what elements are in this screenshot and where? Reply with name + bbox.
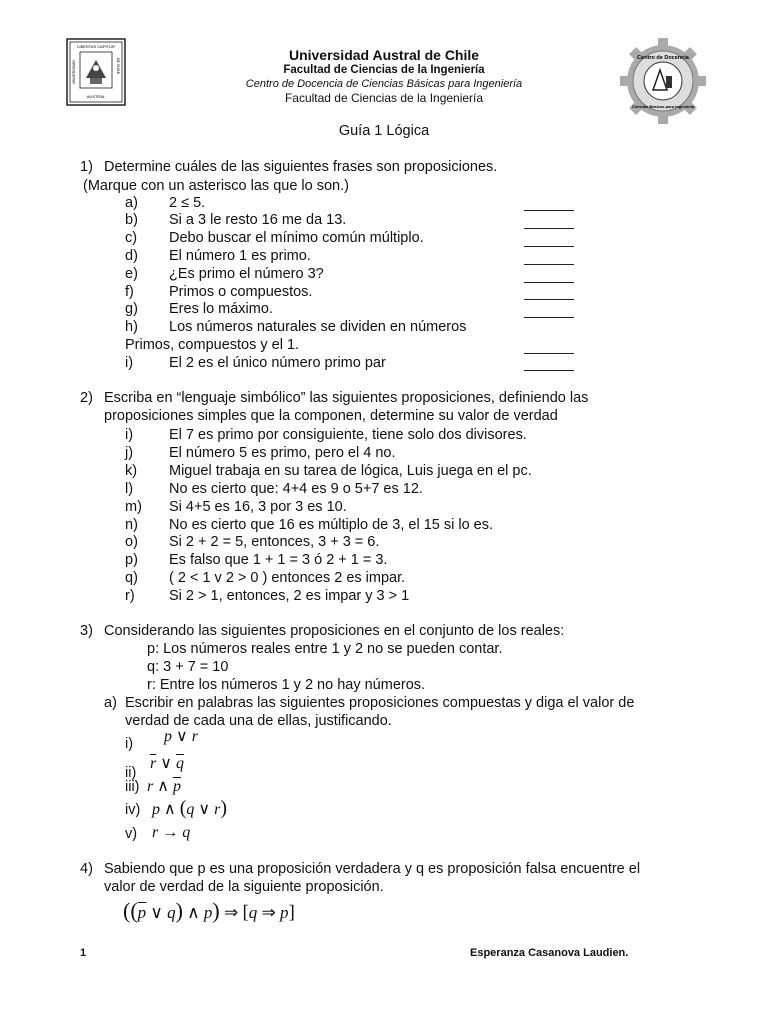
- q1-item-text: Si a 3 le resto 16 me da 13.: [169, 212, 347, 228]
- q1-item-label: g): [125, 301, 138, 317]
- paren-close: ): [212, 898, 220, 923]
- seal-right-text: DE CHILE: [116, 58, 120, 75]
- faculty-name-2: Facultad de Ciencias de la Ingeniería: [284, 91, 484, 105]
- paren-close: ): [220, 797, 228, 819]
- q2-item-text: Si 2 + 2 = 5, entonces, 3 + 3 = 6.: [169, 534, 380, 550]
- page-number: 1: [80, 947, 87, 959]
- bracket-close: ]: [288, 902, 295, 923]
- var-p-negated: $\overline{p}$: [137, 903, 147, 922]
- q2-item-label: i): [125, 427, 134, 443]
- seal-left-text: UNIVERSIDAD: [72, 60, 76, 84]
- op-and: ∧: [182, 903, 204, 922]
- q3-sub-ii-formula: [150, 753, 184, 773]
- q1-item-text: Debo buscar el mínimo común múltiplo.: [169, 230, 424, 246]
- answer-blank: [524, 246, 574, 247]
- var-q: q: [182, 824, 191, 841]
- seal-top-text: LIBERTAS CAPITUR: [77, 44, 115, 49]
- q2-item-label: n): [125, 517, 138, 533]
- q1-item-text: ¿Es primo el número 3?: [169, 266, 324, 282]
- q3-prop-r: r: Entre los números 1 y 2 no hay números.: [147, 677, 426, 693]
- var-p: p: [280, 903, 289, 922]
- q3a-label: a): [104, 695, 117, 711]
- var-r-negated: $\overline{r}$: [150, 755, 157, 772]
- q1-item-label: d): [125, 248, 138, 264]
- paren-open: (: [179, 797, 187, 819]
- var-p: p: [203, 903, 213, 922]
- answer-blank: [524, 282, 574, 283]
- q1-note: (Marque con un asterisco las que lo son.): [83, 178, 349, 194]
- seal-bottom-text: AUSTRAL: [86, 94, 106, 99]
- q2-item-label: k): [125, 463, 138, 479]
- paren-close: ): [175, 898, 183, 923]
- q2-line1: Escriba en “lenguaje simbólico” las siguientes proposiciones, definiendo las: [104, 390, 589, 406]
- answer-blank: [524, 228, 574, 229]
- q3-prop-q: q: 3 + 7 = 10: [147, 659, 229, 675]
- q2-item-text: ( 2 < 1 v 2 > 0 ) entonces 2 es impar.: [169, 570, 406, 586]
- q1-item-label: b): [125, 212, 138, 228]
- q1-item-label: c): [125, 230, 138, 246]
- var-q: q: [248, 903, 258, 922]
- op-implies: ⇒: [219, 903, 243, 922]
- university-name: Universidad Austral de Chile: [288, 47, 480, 63]
- answer-blank: [524, 370, 574, 371]
- q1-item-text: El 2 es el único número primo par: [169, 355, 386, 371]
- q2-item-label: o): [125, 534, 138, 550]
- q1-item-text: Primos o compuestos.: [169, 284, 313, 300]
- q2-item-label: p): [125, 552, 138, 568]
- q3-sub-iv-formula: [152, 797, 227, 820]
- q2-item-label: r): [125, 588, 135, 604]
- q3-sub-ii-label: ii): [125, 765, 137, 781]
- q2-item-label: m): [125, 499, 142, 515]
- q3-sub-i-formula: [164, 726, 198, 746]
- q3a-line1: Escribir en palabras las siguientes proposiciones compuestas y diga el valor de: [125, 695, 635, 711]
- answer-blank: [524, 210, 574, 211]
- bracket-open: [: [242, 902, 249, 923]
- q2-item-text: El 7 es primo por consiguiente, tiene solo dos divisores.: [169, 427, 527, 443]
- op-or: ∨: [146, 903, 168, 922]
- q2-item-label: j): [125, 445, 134, 461]
- seal-center-bottom: Ciencias Básicas para Ingeniería: [631, 104, 695, 109]
- answer-blank: [524, 353, 574, 354]
- q2-number: 2): [80, 390, 93, 406]
- center-name: Centro de Docencia de Ciencias Básicas para Ingeniería: [245, 78, 523, 90]
- paren-open: ((: [123, 898, 138, 923]
- q3-prop-p: p: Los números reales entre 1 y 2 no se pueden contar.: [147, 641, 503, 657]
- q4-line1: Sabiendo que p es una proposición verdadera y q es proposición falsa encuentre el: [104, 861, 641, 877]
- op-and: ∧: [160, 801, 180, 818]
- var-q: q: [167, 903, 176, 922]
- var-r: r: [191, 728, 198, 745]
- op-or: ∨: [172, 728, 192, 745]
- q3-sub-iii-label: iii): [125, 779, 140, 795]
- q3-number: 3): [80, 623, 93, 639]
- q1-item-label: f): [125, 284, 134, 300]
- var-p: p: [152, 801, 160, 818]
- var-r: r: [152, 824, 159, 841]
- op-or: ∨: [156, 755, 176, 772]
- q1-item-label: i): [125, 355, 134, 371]
- q2-item-text: Es falso que 1 + 1 = 3 ó 2 + 1 = 3.: [169, 552, 388, 568]
- q1-item-label: e): [125, 266, 138, 282]
- var-q: q: [186, 801, 195, 818]
- q2-item-text: Miguel trabaja en su tarea de lógica, Luis juega en el pc.: [169, 463, 532, 479]
- var-q-negated: $\overline{q}$: [175, 755, 184, 772]
- q1-item-label: h): [125, 319, 138, 335]
- q1-number: 1): [80, 159, 93, 175]
- q1-item-text: Eres lo máximo.: [169, 301, 273, 317]
- answer-blank: [524, 317, 574, 318]
- q2-item-text: Si 2 > 1, entonces, 2 es impar y 3 > 1: [169, 588, 410, 604]
- q3-sub-v-label: v): [125, 826, 138, 842]
- var-r: r: [147, 778, 154, 795]
- q4-number: 4): [80, 861, 93, 877]
- var-p: p: [164, 728, 172, 745]
- q1-item-text: El número 1 es primo.: [169, 248, 311, 264]
- q3-sub-iii-formula: [147, 776, 181, 796]
- q1-item-label: a): [125, 195, 138, 211]
- q1-item-text: 2 ≤ 5.: [169, 195, 206, 211]
- q3-sub-v-formula: [152, 824, 190, 842]
- answer-blank: [524, 264, 574, 265]
- q2-item-text: No es cierto que: 4+4 es 9 o 5+7 es 12.: [169, 481, 423, 497]
- op-implies: ⇒: [257, 903, 281, 922]
- op-or: ∨: [194, 801, 215, 818]
- op-implies: →: [158, 824, 183, 841]
- q2-item-text: No es cierto que 16 es múltiplo de 3, el 15 si lo es.: [169, 517, 494, 533]
- faculty-name: Facultad de Ciencias de la Ingeniería: [283, 64, 485, 76]
- author-name: Esperanza Casanova Laudien.: [470, 947, 629, 959]
- q2-item-label: l): [125, 481, 134, 497]
- q2-line2: proposiciones simples que la componen, determine su valor de verdad: [104, 408, 558, 424]
- q4-line2: valor de verdad de la siguiente proposición.: [104, 879, 384, 895]
- q3a-line2: verdad de cada una de ellas, justificando.: [125, 713, 392, 729]
- var-p-negated: $\overline{p}$: [172, 778, 181, 795]
- q3-text: Considerando las siguientes proposiciones en el conjunto de los reales:: [104, 623, 565, 639]
- q2-item-text: Si 4+5 es 16, 3 por 3 es 10.: [169, 499, 347, 515]
- seal-center-top: Centro de Docencia: [637, 55, 689, 61]
- q3-sub-iv-label: iv): [125, 802, 141, 818]
- q1-text: Determine cuáles de las siguientes frases son proposiciones.: [104, 159, 498, 175]
- page-title: Guía 1 Lógica: [338, 123, 430, 139]
- q2-item-label: q): [125, 570, 138, 586]
- q4-formula: [123, 898, 295, 924]
- q1-item-continuation: Primos, compuestos y el 1.: [125, 337, 300, 353]
- q2-item-text: El número 5 es primo, pero el 4 no.: [169, 445, 396, 461]
- op-and: ∧: [153, 778, 173, 795]
- answer-blank: [524, 299, 574, 300]
- var-r: r: [214, 801, 221, 818]
- q3-sub-i-label: i): [125, 736, 134, 752]
- q1-item-text: Los números naturales se dividen en números: [169, 319, 467, 335]
